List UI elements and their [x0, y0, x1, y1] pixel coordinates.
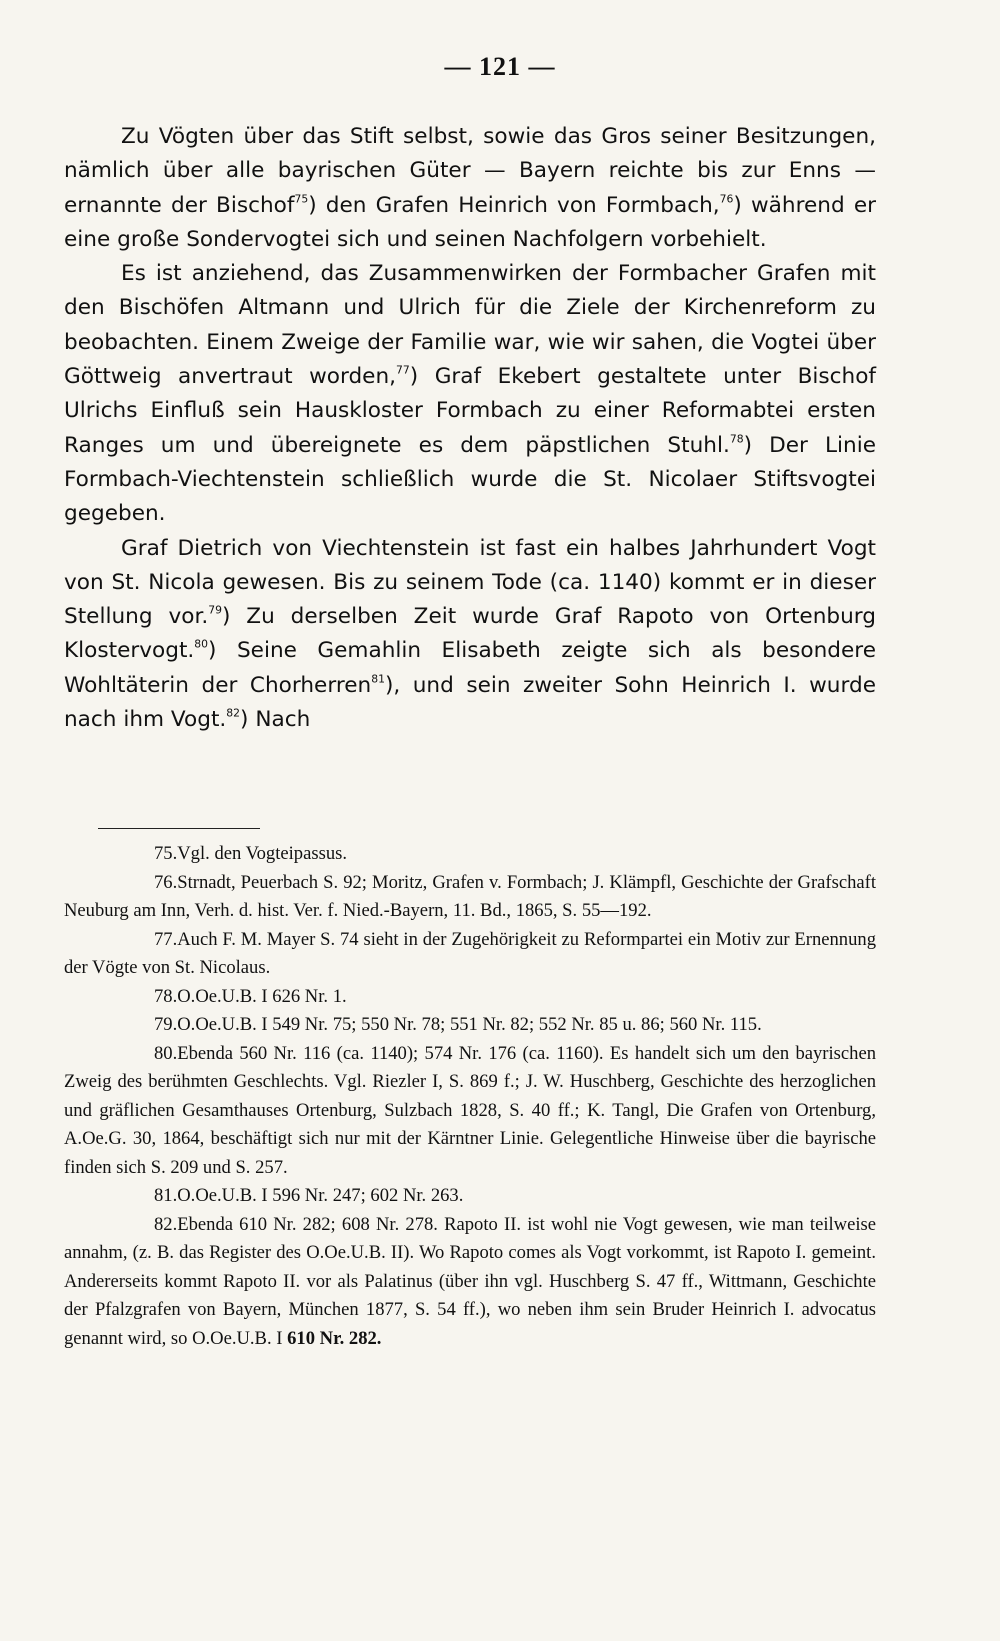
paragraph-text: Zu Vögten über das Stift selbst, sowie das Gros seiner Besitzungen, nämlich über alle bayrischen Güter — Bayern reichte bis zur Enns — ernannte der Bischof — [64, 124, 876, 218]
footnote-text: O.Oe.U.B. I 549 Nr. 75; 550 Nr. 78; 551 Nr. 82; 552 Nr. 85 u. 86; 560 Nr. 115. — [177, 1014, 762, 1035]
paragraph-text: ) während er eine große Sondervogtei sich und seinen Nachfolgern vorbehielt. — [64, 192, 876, 252]
footnote-number: 80. — [154, 1042, 178, 1064]
footnote-number: 77. — [154, 928, 178, 950]
paragraph-1 — [64, 120, 876, 257]
footnote-number: 78. — [154, 985, 178, 1007]
footnote-text: Strnadt, Peuerbach S. 92; Moritz, Grafen v. Formbach; J. Klämpfl, Geschichte der Grafschaft Neuburg am Inn, Verh. d. hist. Ver. f. Nied.-Bayern, 11. Bd., 1865, S. 55—192. — [64, 871, 876, 921]
footnote-tail: 610 Nr. 282. — [287, 1327, 382, 1349]
footnote-number: 75. — [154, 843, 178, 864]
page-number: — 121 — — [444, 52, 556, 81]
paragraph-text: Es ist anziehend, das Zusammenwirken der Formbacher Grafen mit den Bischöfen Altmann und Ulrich für die Ziele der Kirchenreform zu beobachten. Einem Zweige der Familie war, wie wir sahen, die Vogtei über Göttweig anvertraut worden, — [64, 261, 876, 390]
footnote-marker: 82 — [226, 706, 241, 720]
footnote-number: 79. — [154, 1014, 178, 1035]
footnote-77 — [64, 926, 876, 983]
footnotes — [64, 840, 876, 1353]
footnote-marker: 77 — [396, 363, 410, 377]
paragraph-3 — [64, 532, 876, 738]
footnote-78 — [64, 983, 876, 1012]
paragraph-2 — [64, 257, 876, 531]
footnote-80 — [64, 1040, 876, 1183]
footnote-text: Auch F. M. Mayer S. 74 sieht in der Zugehörigkeit zu Reformpartei ein Motiv zur Ernennung der Vögte von St. Nicolaus. — [64, 928, 876, 978]
footnote-marker: 79 — [208, 603, 222, 617]
footnote-marker: 80 — [194, 637, 209, 651]
footnote-text: Ebenda 560 Nr. 116 (ca. 1140); 574 Nr. 176 (ca. 1160). Es handelt sich um den bayrischen Zweig des berühmten Geschlechts. Vgl. Riezler I, S. 869 f.; J. W. Huschberg, Geschichte des herzoglichen und gräflichen Gesamthauses Ortenburg, Sulzbach 1828, S. 40 ff.; K. Tangl, Die Grafen von Ortenburg, A.Oe.G. 30, 1864, beschäftigt sich nur mit der Kärntner Linie. Gelegentliche Hinweise über die bayrische finden sich S. 209 und S. 257. — [64, 1042, 876, 1178]
paragraph-text: ) Nach — [240, 707, 311, 733]
footnote-number: 81. — [154, 1185, 178, 1206]
footnote-text: Vgl. den Vogteipassus. — [177, 843, 348, 864]
paragraph-text: ) den Grafen Heinrich von Formbach, — [308, 192, 720, 218]
footnote-text: Ebenda 610 Nr. 282; 608 Nr. 278. Rapoto II. ist wohl nie Vogt gewesen, wie man teilweise annahm, (z. B. das Register des O.Oe.U.B. II). Wo Rapoto comes als Vogt vorkommt, ist Rapoto I. gemeint. Andererseits kommt Rapoto II. vor als Palatinus (über ihn vgl. Huschberg S. 47 ff., Wittmann, Geschichte der Pfalzgrafen von Bayern, München 1877, S. 54 ff.), wo neben ihm sein Bruder Heinrich I. advocatus genannt wird, so O.Oe.U.B. I — [64, 1213, 876, 1349]
footnote-marker: 76 — [719, 191, 734, 205]
footnote-text: O.Oe.U.B. I 596 Nr. 247; 602 Nr. 263. — [177, 1185, 464, 1206]
footnote-82 — [64, 1211, 876, 1354]
footnote-marker: 81 — [371, 672, 385, 686]
footnote-75 — [64, 840, 876, 869]
footnote-divider — [98, 828, 260, 829]
main-text — [64, 120, 876, 737]
footnote-marker: 75 — [294, 191, 309, 205]
paragraph-text: ) Seine Gemahlin Elisabeth zeigte sich als besondere Wohltäterin der Chorherren — [64, 638, 876, 698]
footnote-number: 76. — [154, 871, 178, 893]
paragraph-text: ), und sein zweiter Sohn Heinrich I. wurde nach ihm Vogt. — [64, 672, 876, 733]
paragraph-text: Graf Dietrich von Viechtenstein ist fast ein halbes Jahrhundert Vogt von St. Nicola gewesen. Bis zu seinem Tode (ca. 1140) kommt er in dieser Stellung vor. — [64, 535, 876, 630]
footnote-79 — [64, 1011, 876, 1040]
footnote-marker: 78 — [729, 431, 744, 445]
paragraph-text: ) Der Linie Formbach-Viechtenstein schließlich wurde die St. Nicolaer Stiftsvogtei gegeben. — [64, 432, 876, 527]
footnote-76 — [64, 869, 876, 926]
footnote-81 — [64, 1182, 876, 1211]
paragraph-text: ) Graf Ekebert gestaltete unter Bischof Ulrichs Einfluß sein Hauskloster Formbach zu einer Reformabtei ersten Ranges um und übereignete es dem päpstlichen Stuhl. — [64, 364, 877, 458]
paragraph-text: ) Zu derselben Zeit wurde Graf Rapoto von Ortenburg Klostervogt. — [64, 604, 876, 664]
footnote-text: O.Oe.U.B. I 626 Nr. 1. — [177, 985, 347, 1007]
footnote-number: 82. — [154, 1213, 178, 1235]
